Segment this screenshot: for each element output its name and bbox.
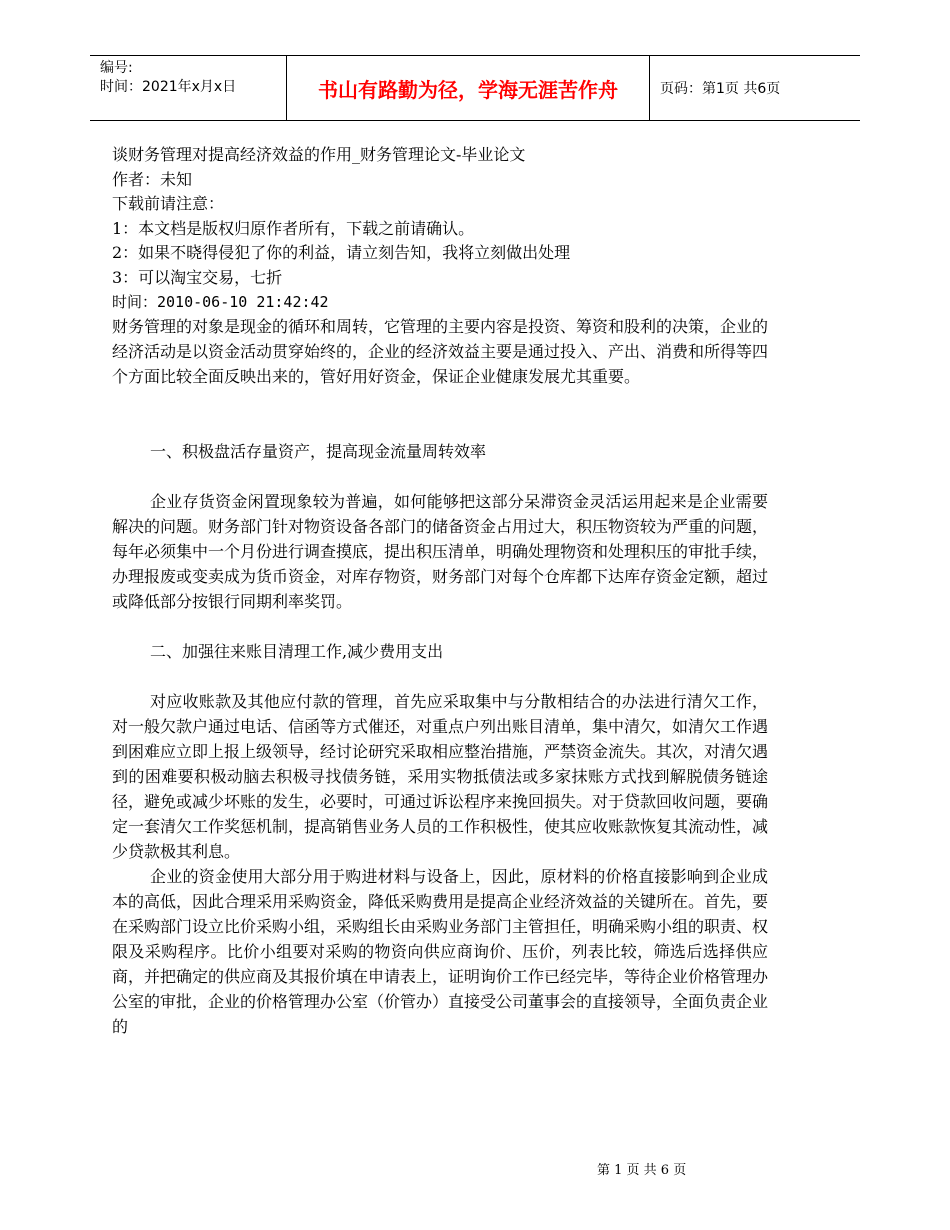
spacer: [112, 389, 768, 414]
document-meta: [112, 143, 772, 315]
header-meta: [100, 59, 236, 97]
notice-item-2: 2：如果不晓得侵犯了你的利益，请立刻告知，我将立刻做出处理: [112, 243, 571, 262]
header-motto: 书山有路勤为径，学海无涯苦作舟: [318, 77, 618, 102]
section-2-paragraph-2: 企业的资金使用大部分用于购进材料与设备上，因此，原材料的价格直接影响到企业成本的高低，因此合理采用采购资金，降低采购费用是提高企业经济效益的关键所在。首先，要在采购部门设立比价采购小组，采购组长由采购业务部门主管担任，明确采购小组的职责、权限及采购程序。比价小组要对采购的物资向供应商询价、压价，列表比较，筛选后选择供应商，并把确定的供应商及其报价填在申请表上，证明询价工作已经完毕，等待企业价格管理办公室的审批，企业的价格管理办公室（价管办）直接受公司董事会的直接领导，全面负责企业的: [112, 867, 769, 1036]
page-footer: 第 1 页 共 6 页: [597, 1163, 687, 1178]
spacer: [112, 414, 768, 439]
page-header: [90, 55, 860, 121]
intro-paragraph: 财务管理的对象是现金的循环和周转，它管理的主要内容是投资、筹资和股利的决策，企业的经济活动是以资金活动贯穿始终的，企业的经济效益主要是通过投入、产出、消费和所得等四个方面比较全面反映出来的，管好用好资金，保证企业健康发展尤其重要。: [112, 317, 769, 386]
section-1-paragraph: 企业存货资金闲置现象较为普遍，如何能够把这部分呆滞资金灵活运用起来是企业需要解决的问题。财务部门针对物资设备各部门的储备资金占用过大，积压物资较为严重的问题，每年必须集中一个月份进行调查摸底，提出积压清单，明确处理物资和处理积压的审批手续，办理报废或变卖成为货币资金，对库存物资，财务部门对每个仓库都下达库存资金定额，超过或降低部分按银行同期利率奖罚。: [112, 492, 769, 611]
document-title: 谈财务管理对提高经济效益的作用_财务管理论文-毕业论文: [112, 145, 526, 164]
spacer: [112, 664, 768, 689]
doc-number-label: 编号:: [100, 60, 133, 76]
document-author: 作者：未知: [112, 169, 193, 189]
notice-heading: 下载前请注意：: [112, 194, 225, 213]
spacer: [112, 614, 768, 639]
notice-item-1: 1：本文档是版权归原作者所有，下载之前请确认。: [112, 218, 475, 238]
document-body: [112, 314, 768, 1039]
motto-cell: [286, 56, 650, 120]
section-1-heading: 一、积极盘活存量资产，提高现金流量周转效率: [150, 442, 487, 461]
section-2-heading: 二、加强往来账目清理工作,减少费用支出: [150, 642, 444, 661]
spacer: [112, 464, 768, 489]
section-2-paragraph-1: 对应收账款及其他应付款的管理，首先应采取集中与分散相结合的办法进行清欠工作，对一般欠款户通过电话、信函等方式催还，对重点户列出账目清单，集中清欠，如清欠工作遇到困难应立即上报上级领导，经讨论研究采取相应整治措施，严禁资金流失。其次，对清欠遇到的困难要积极动脑去积极寻找债务链，采用实物抵债法或多家抹账方式找到解脱债务链途径，避免或减少坏账的发生，必要时，可通过诉讼程序来挽回损失。对于贷款回收问题，要确定一套清欠工作奖惩机制，提高销售业务人员的工作积极性，使其应收账款恢复其流动性，减少贷款极其利息。: [112, 692, 769, 861]
notice-item-3: 3：可以淘宝交易，七折: [112, 267, 283, 287]
header-page-info: 页码：第1页 共6页: [660, 81, 781, 97]
header-time: 时间：2021年x月x日: [100, 79, 237, 95]
document-timestamp: 时间：2010-06-10 21:42:42: [112, 293, 329, 311]
